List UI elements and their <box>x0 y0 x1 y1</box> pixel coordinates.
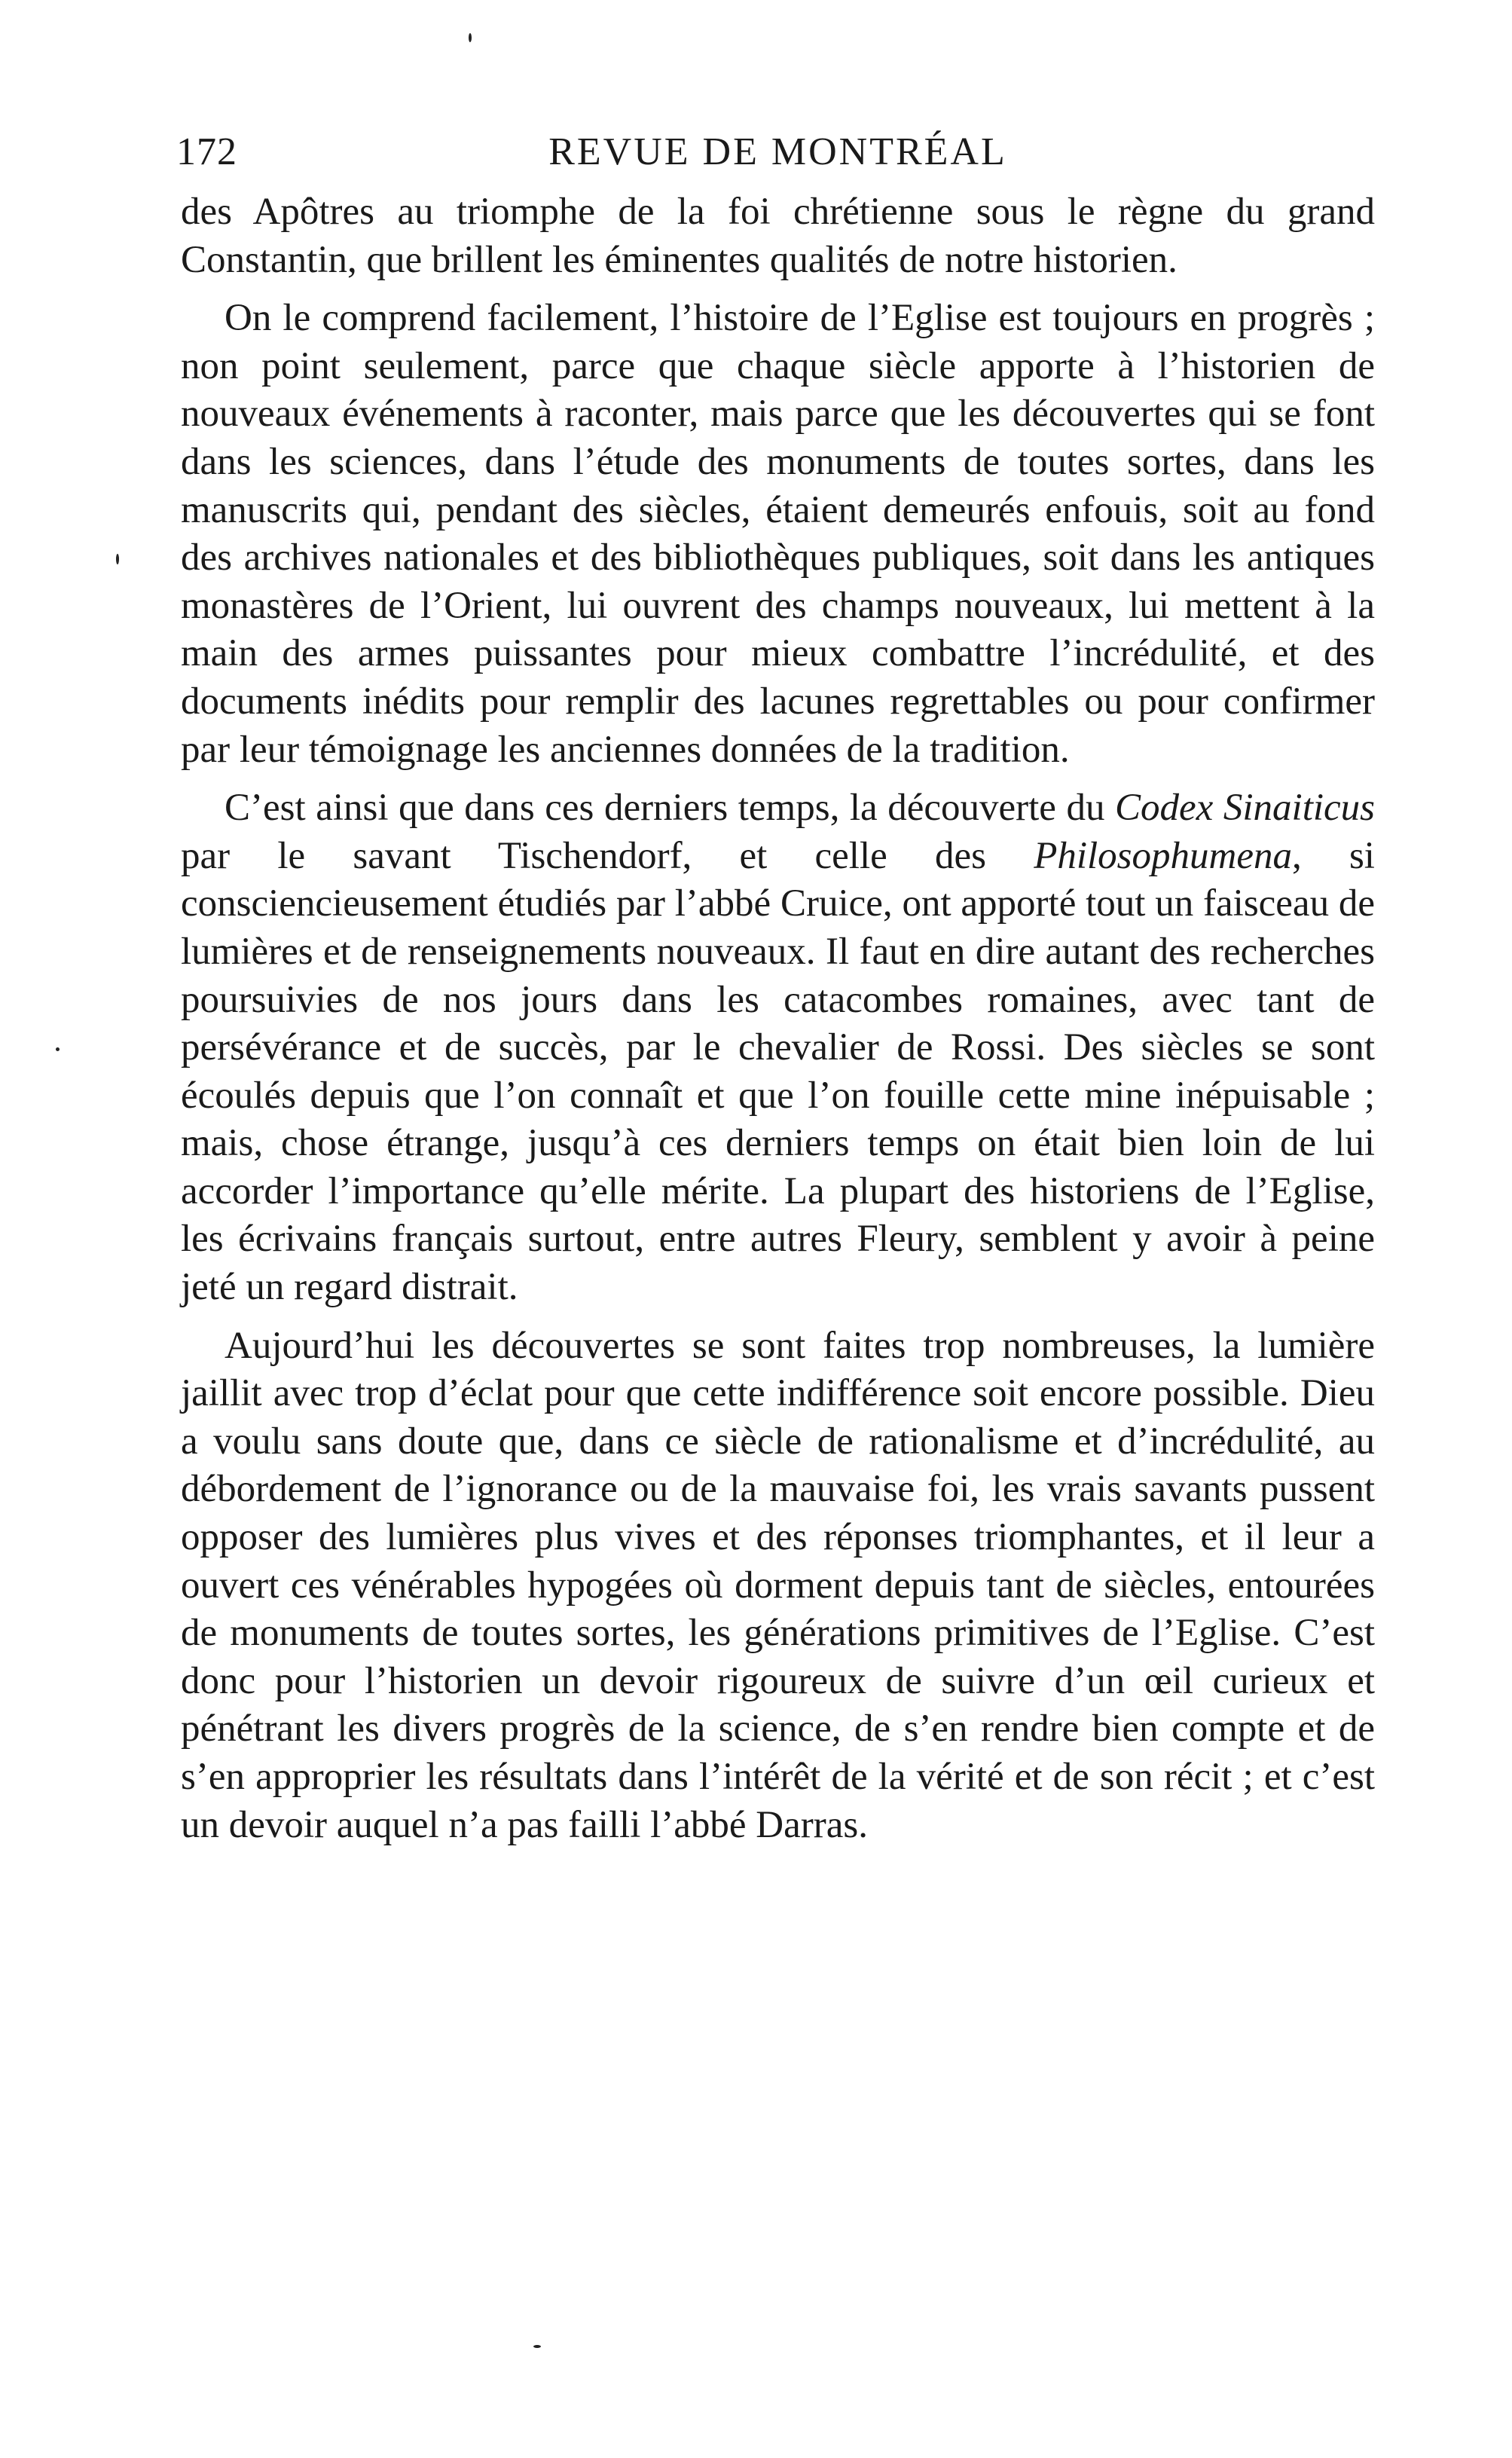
margin-speck <box>56 1047 60 1051</box>
text-run: Aujourd’hui les découvertes se sont faites trop nombreuses, la lumière jaillit avec trop d’éclat pour que cette indifférence soit encore possible. Dieu a voulu sans doute que, dans ce siècle de rationalisme et d’incrédulité, au débordement de l’ignorance ou de la mauvaise foi, les vrais savants pussent opposer des lumières plus vives et des réponses triomphantes, et il leur a ouvert ces vénérables hypogées où dorment depuis tant de siècles, entourées de monuments de toutes sortes, les générations primitives de l’Eglise. C’est donc pour l’historien un devoir rigoureux de suivre d’un œil curieux et pénétrant les divers progrès de la science, de s’en rendre bien compte et de s’en approprier les résultats dans l’intérêt de la vérité et de son récit ; et c’est un devoir auquel n’a pas failli l’abbé Darras. <box>181 1324 1375 1846</box>
page-number: 172 <box>176 130 237 173</box>
italic-title: Philosophumena <box>1034 834 1292 877</box>
paragraph <box>181 188 1375 284</box>
paragraph <box>181 1322 1375 1850</box>
body-text <box>181 188 1375 1849</box>
italic-title: Codex Sinaiticus <box>1115 787 1376 830</box>
text-run: On le comprend facilement, l’histoire de l’Eglise est toujours en progrès ; non point seulement, parce que chaque siècle apporte à l’historien de nouveaux événements à raconter, mais parce que les découvertes qui se font dans les sciences, dans l’étude des monuments de toutes sortes, dans les manuscrits qui, pendant des siècles, étaient demeurés enfouis, soit au fond des archives nationales et des bibliothèques publiques, soit dans les antiques monastères de l’Orient, lui ouvrent des champs nouveaux, lui mettent à la main des armes puissantes pour mieux combattre l’incrédulité, et des documents inédits pour remplir des lacunes regrettables ou pour confirmer par leur témoignage les anciennes données de la tradition. <box>181 297 1375 771</box>
margin-speck <box>533 2345 541 2348</box>
book-page <box>176 121 1376 1849</box>
running-head <box>176 121 1375 188</box>
paragraph <box>181 295 1375 774</box>
margin-speck <box>116 554 119 564</box>
margin-speck <box>469 33 472 42</box>
paragraph <box>181 784 1375 1312</box>
text-run: , si consciencieusement étudiés par l’abbé Cruice, ont apporté tout un faisceau de lumières et de renseignements nouveaux. Il faut en dire autant des recherches poursuivies de nos jours dans les catacombes romaines, avec tant de persévérance et de succès, par le chevalier de Rossi. Des siècles se sont écoulés depuis que l’on connaît et que l’on fouille cette mine inépuisable ; mais, chose étrange, jusqu’à ces derniers temps on était bien loin de lui accorder l’importance qu’elle mérite. La plupart des historiens de l’Eglise, les écrivains français surtout, entre autres Fleury, semblent y avoir à peine jeté un regard distrait. <box>181 834 1375 1309</box>
text-run: C’est ainsi que dans ces derniers temps, la découverte du <box>225 787 1116 830</box>
text-run: des Apôtres au triomphe de la foi chrétienne sous le règne du grand Constantin, que brillent les éminentes qualités de notre historien. <box>181 191 1375 281</box>
text-run: par le savant Tischendorf, et celle des <box>181 834 1034 877</box>
journal-title: REVUE DE MONTRÉAL <box>548 130 1007 173</box>
